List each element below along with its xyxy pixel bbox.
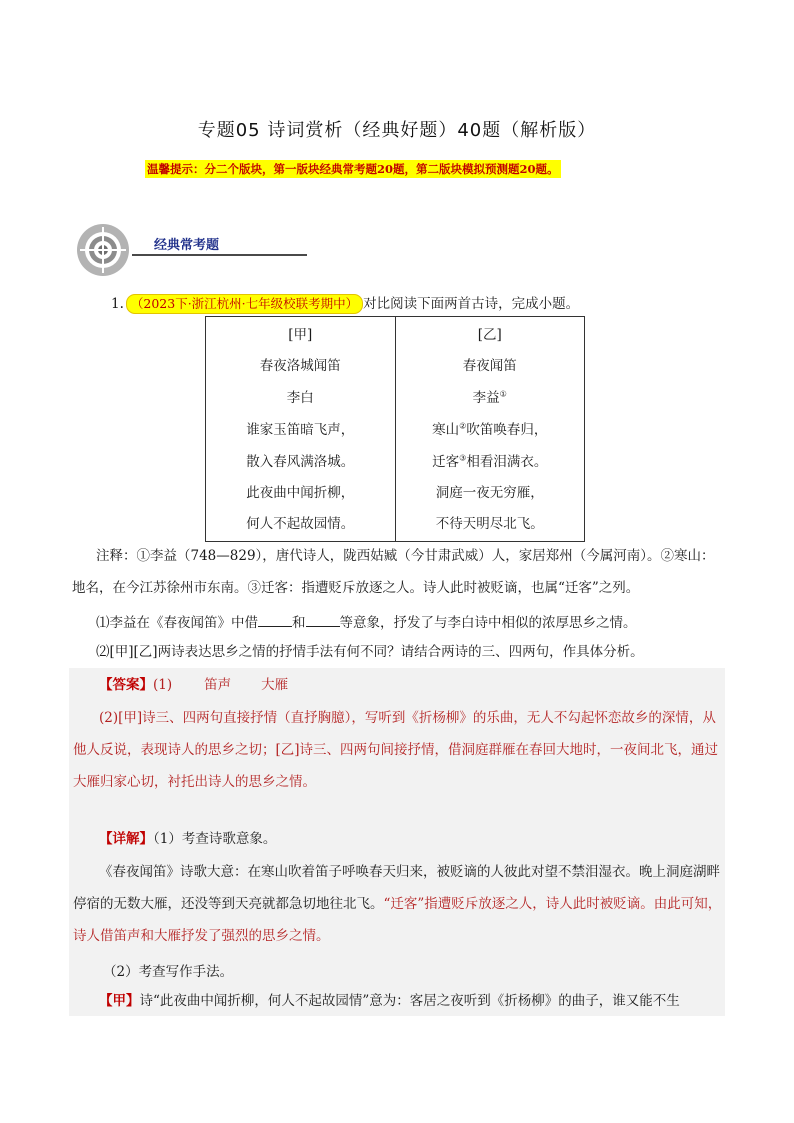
detail-line-1: （1）考查诗歌意象。 [153, 831, 277, 847]
subquestion-text: 等意象，抒发了与李白诗中相似的浓厚思乡之情。 [339, 615, 637, 631]
section-header [72, 222, 252, 280]
poem-yi-author: 李益 [472, 390, 500, 406]
detail-4-text: 诗“此夜曲中闻折柳，何人不起故园情”意为：客居之夜听到《折杨柳》的曲子，谁又能不生 [139, 993, 680, 1009]
question-line [111, 292, 579, 314]
poem-yi-title: 春夜闻笛 [462, 358, 517, 374]
poem-jia-title: 春夜洛城闻笛 [259, 358, 341, 374]
poem-text: 寒山 [432, 422, 460, 438]
page-title: 专题05 诗词赏析（经典好题）40题（解析版） [197, 120, 597, 141]
poem-jia-mark: [甲] [288, 327, 313, 343]
poem-text: 吹笛唤春归， [466, 422, 548, 438]
subquestion-text: ⑴李益在《春夜闻笛》中借 [96, 615, 258, 631]
poem-yi-mark: [乙] [477, 327, 502, 343]
answer-flute: 笛声 [204, 677, 232, 693]
poem-jia-line-3: 此夜曲中闻折柳， [246, 485, 355, 501]
answer-line-1 [99, 675, 288, 696]
note-marker: ① [499, 389, 507, 399]
subquestion-1 [96, 611, 637, 634]
detail-line-2 [73, 856, 723, 952]
poem-yi-author-line [396, 388, 585, 408]
answer-box [69, 668, 725, 1016]
notes-line-1: 注释：①李益（748—829），唐代诗人，陇西姑臧（今甘肃武威）人，家居郑州（今属河南）。②寒山： [96, 548, 715, 564]
poem-jia [206, 317, 395, 541]
poem-text: 相看泪满衣。 [466, 454, 548, 470]
section-underline [132, 254, 307, 256]
answer-blank [306, 611, 340, 627]
poem-yi-line-2 [396, 452, 585, 472]
note-marker: ③ [459, 453, 467, 463]
answer-num: (1) [153, 677, 173, 693]
question-source-tag: （2023下·浙江杭州·七年级校联考期中） [126, 294, 363, 314]
tip-banner: 温馨提示：分二个版块，第一版块经典常考题20题，第二版块模拟预测题20题。 [147, 162, 559, 176]
poem-table [205, 316, 585, 542]
detail-tag-text: 【详解】 [99, 831, 153, 847]
detail-text-red: “迁客”指遭贬斥放逐之人，诗人此时被贬谪。由此可知，诗人借笛声和大雁抒发了强烈的思乡之情。 [73, 896, 722, 944]
subquestion-text: 和 [292, 615, 306, 631]
detail-text: 《春夜闻笛》诗歌大意：在寒山吹着笛子呼唤春天归来，被贬谪的人彼此对望不禁泪湿衣。晚上洞庭湖畔停宿的无数大雁，还没等到天亮就都急切地往北飞。 [73, 864, 720, 912]
poem-yi-line-3: 洞庭一夜无穷雁， [435, 485, 544, 501]
question-prompt: 对比阅读下面两首古诗，完成小题。 [363, 296, 580, 312]
answer-blank [258, 611, 292, 627]
poem-jia-line-4: 何人不起故园情。 [246, 516, 355, 532]
notes-line-2: 地名，在今江苏徐州市东南。③迁客：指遭贬斥放逐之人。诗人此时被贬谪，也属“迁客”之列。 [72, 580, 640, 596]
target-icon [77, 224, 129, 276]
poem-yi-line-4: 不待天明尽北飞。 [435, 516, 544, 532]
detail-line-3: （2）考查写作手法。 [103, 964, 234, 980]
poem-jia-author: 李白 [286, 390, 314, 406]
subquestion-2: ⑵[甲][乙]两诗表达思乡之情的抒情手法有何不同？请结合两诗的三、四两句，作具体分析。 [96, 644, 644, 660]
answer-tag: 【答案】 [99, 677, 153, 693]
poem-jia-line-1: 谁家玉笛暗飞声， [246, 422, 355, 438]
answer-part-2: (2)[甲]诗三、四两句直接抒情（直抒胸臆），写听到《折杨柳》的乐曲，无人不勾起怀恋故乡的深情，从他人反说，表现诗人的思乡之切；[乙]诗三、四两句间接抒情，借洞庭群雁在春回大地时，一夜间北飞，通过大雁归家心切，衬托出诗人的思乡之情。 [73, 710, 719, 790]
question-number: 1. [111, 296, 124, 312]
poem-yi-line-1 [396, 420, 585, 440]
note-marker: ② [459, 421, 467, 431]
section-label: 经典常考题 [154, 238, 220, 253]
answer-geese: 大雁 [261, 677, 289, 693]
poem-yi [395, 317, 585, 541]
poem-text: 迁客 [432, 454, 460, 470]
detail-tag [99, 829, 276, 850]
detail-4-tag: 【甲】 [99, 993, 140, 1009]
detail-line-4 [99, 991, 680, 1012]
poem-jia-line-2: 散入春风满洛城。 [246, 454, 355, 470]
